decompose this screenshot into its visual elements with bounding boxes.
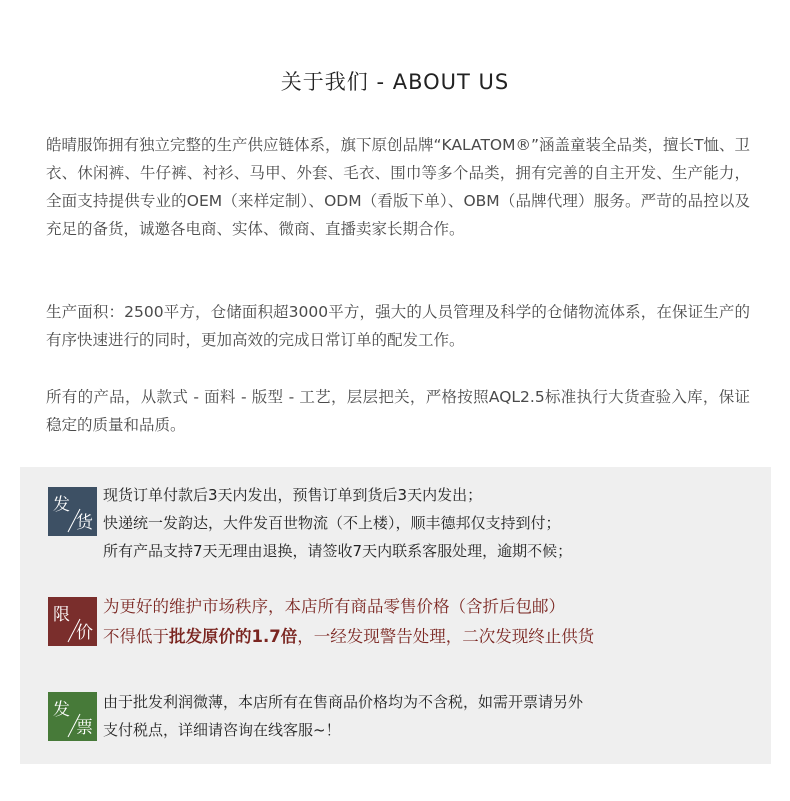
intro-paragraph: 皓晴服饰拥有独立完整的生产供应链体系，旗下原创品牌“KALATOM®”涵盖童装全品类，擅长T恤、卫衣、休闲裤、牛仔裤、衬衫、马甲、外套、毛衣、围巾等多个品类，拥有完善的自主开发、生产能力，全面支持提供专业的OEM（来样定制）、ODM（看版下单）、OBM（品牌代理）服务。严苛的品控以及充足的备货，诚邀各电商、实体、微商、直播卖家长期合作。 xyxy=(46,136,750,238)
shipping-badge-icon xyxy=(48,487,97,536)
notice-line: 由于批发利润微薄，本店所有在售商品价格均为不含税，如需开票请另外 xyxy=(103,693,584,711)
invoice-badge-icon xyxy=(48,692,97,741)
badge-char: 发 xyxy=(53,495,70,515)
price-limit-badge-icon xyxy=(48,597,97,646)
badge-char: 价 xyxy=(76,623,93,643)
quality-paragraph: 所有的产品，从款式 - 面料 - 版型 - 工艺，层层把关，严格按照AQL2.5标准执行大货查验入库，保证稳定的质量和品质。 xyxy=(46,388,750,434)
badge-char: 票 xyxy=(76,718,93,738)
production-paragraph: 生产面积：2500平方，仓储面积超3000平方，强大的人员管理及科学的仓储物流体系，在保证生产的有序快速进行的同时，更加高效的完成日常订单的配发工作。 xyxy=(46,303,750,349)
notice-line: 支付税点，详细请咨询在线客服~！ xyxy=(103,721,341,739)
notice-panel xyxy=(20,467,771,764)
notice-line: 为更好的维护市场秩序，本店所有商品零售价格（含折后包邮） xyxy=(103,597,565,616)
notice-line: 现货订单付款后3天内发出，预售订单到货后3天内发出； xyxy=(103,486,483,504)
page-title: 关于我们 - ABOUT US xyxy=(280,70,510,94)
shipping-notice-text xyxy=(103,481,572,565)
price-multiplier-highlight: 批发原价的1.7倍 xyxy=(169,627,298,646)
notice-line-prefix: 不得低于 xyxy=(103,627,169,646)
invoice-notice-text xyxy=(103,688,583,744)
notice-line: 快递统一发韵达，大件发百世物流（不上楼），顺丰德邦仅支持到付； xyxy=(103,514,561,532)
notice-line xyxy=(103,622,594,652)
notice-line-suffix: ，一经发现警告处理，二次发现终止供货 xyxy=(297,627,595,646)
notice-line: 所有产品支持7天无理由退换，请签收7天内联系客服处理，逾期不候； xyxy=(103,542,573,560)
badge-char: 货 xyxy=(76,513,93,533)
badge-char: 发 xyxy=(53,700,70,720)
badge-char: 限 xyxy=(53,605,70,625)
price-limit-notice-text xyxy=(103,592,594,652)
